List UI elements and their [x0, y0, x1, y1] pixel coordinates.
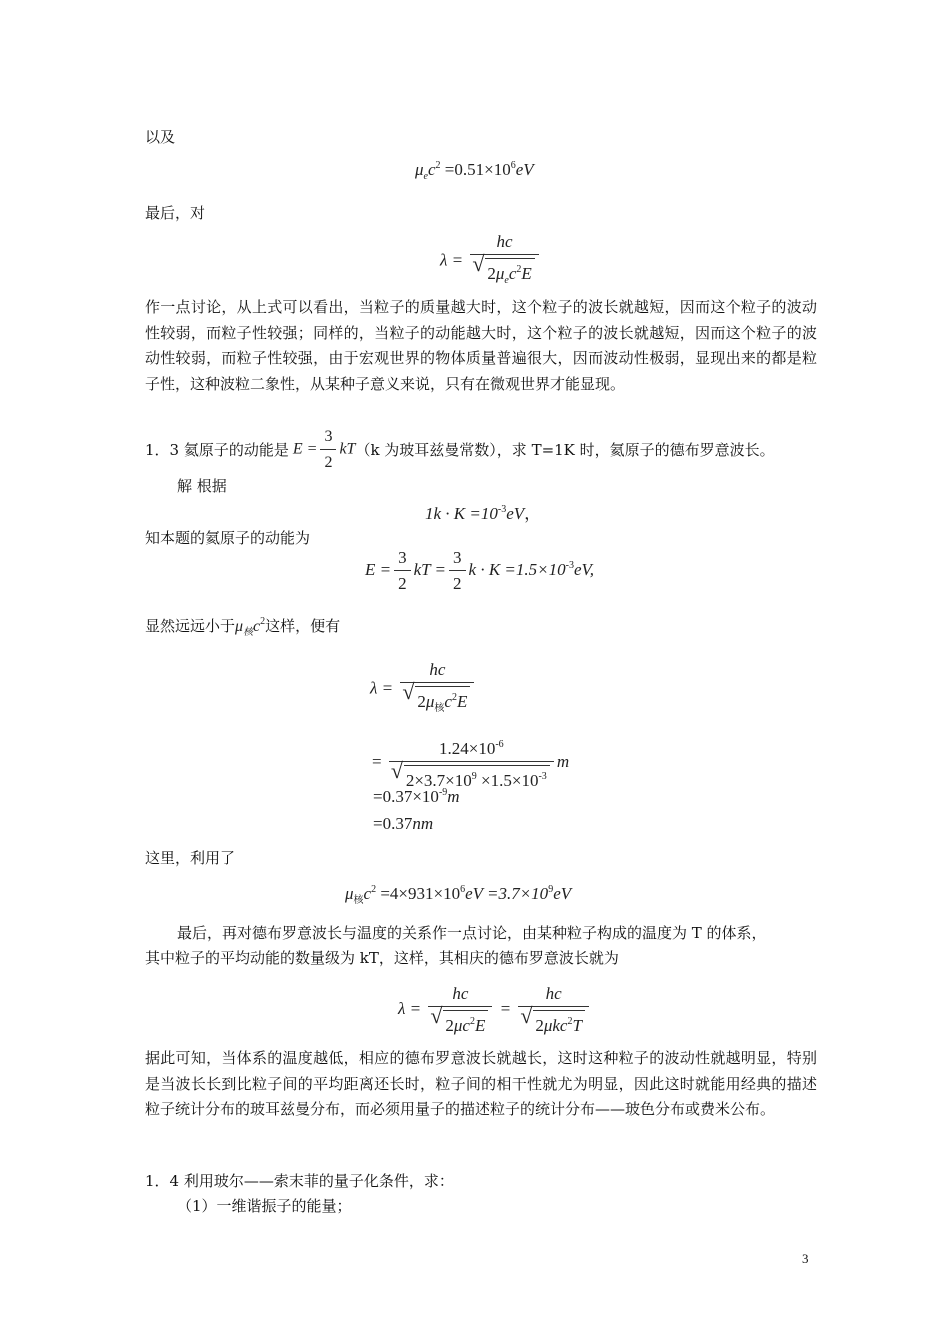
paragraph-temperature-line2: 其中粒子的平均动能的数量级为 kT，这样，其相庆的德布罗意波长就为 [145, 949, 619, 967]
text-zhi: 知本题的氦原子的动能为 [145, 529, 311, 547]
paragraph-conclusion: 据此可知，当体系的温度越低，相应的德布罗意波长就越长，这时这种粒子的波动性就越明显，特别是当波长长到比粒子间的平均距离还长时，粒子间的相干性就尤为明显，因此这时就能用经典的描述粒子统计分布的玻耳兹曼分布，而必须用量子的描述粒子的统计分布——玻色分布或费米公布。 [145, 1049, 817, 1118]
page-number: 3 [802, 1251, 809, 1266]
equation-lambda-electron: λ = hc √ $2\mu_ec^2E$ [440, 232, 542, 291]
paragraph-temperature-line1: 最后，再对德布罗意波长与温度的关系作一点讨论，由某种粒子构成的温度为 T 的体系， [177, 924, 767, 942]
problem-1-3: 1．3 氦原子的动能是 E = $\frac{3}{2}$ kT （k 为玻耳兹曼常数），求 T=1K 时，氦原子的德布罗意波长。 [145, 428, 775, 471]
equation-calc-step1: = $1.24\times 10^{-6}$ √ $2\times 3.7\times 10^9 \times 1.5\times 10^{-3}$ m [372, 735, 569, 791]
paragraph-discussion: 作一点讨论，从上式可以看出，当粒子的质量越大时，这个粒子的波长就越短，因而这个粒子的波动性较弱，而粒子性较强；同样的，当粒子的动能越大时，这个粒子的波长就越短，因而这个粒子的波动性较弱，而粒子性较强，由于宏观世界的物体质量普遍很大，因而波动性极弱，显现出来的都是粒子性，这种波粒二象性，从某种子意义来说，只有在微观世界才能显现。 [145, 298, 817, 393]
text-zheli: 这里，利用了 [145, 849, 236, 867]
text-zuihou: 最后，对 [145, 204, 206, 222]
equation-helium-energy: E = $\frac{3}{2}$ kT = $\frac{3}{2}$ $k \cdot K =1.5\times 10^{-3}eV$, [365, 548, 594, 593]
text-jie: 解 根据 [177, 477, 227, 495]
text-xianran: 显然远远小于$\mu_核c^2$这样，便有 [145, 616, 341, 638]
equation-1k-energy: $1k \cdot K =10^{-3}eV$， [425, 504, 542, 523]
equation-calc-step3: =0.37nm [373, 814, 434, 833]
equation-lambda-helium: λ = hc √ $2\mu_核c^2E$ [370, 660, 477, 719]
text-yiji: 以及 [145, 128, 176, 146]
equation-electron-rest-energy: $\mu_ec^2 =0.51\times 10^6eV$ [415, 160, 534, 182]
equation-helium-rest-energy: $\mu_核c^2 =4\times 931\times 10^6eV =3.7\times 10^9eV$ [345, 884, 572, 906]
equation-calc-step2: $=0.37\times 10^{-9}m$ [373, 787, 460, 806]
problem-1-4: 1．4 利用玻尔——索末菲的量子化条件，求： [145, 1172, 454, 1190]
problem-1-4-part-1: （1）一维谐振子的能量； [177, 1197, 352, 1215]
equation-lambda-temperature: λ = hc √ $2\mu c^2E$ = hc √ 2μkc$^2$T [398, 984, 592, 1036]
